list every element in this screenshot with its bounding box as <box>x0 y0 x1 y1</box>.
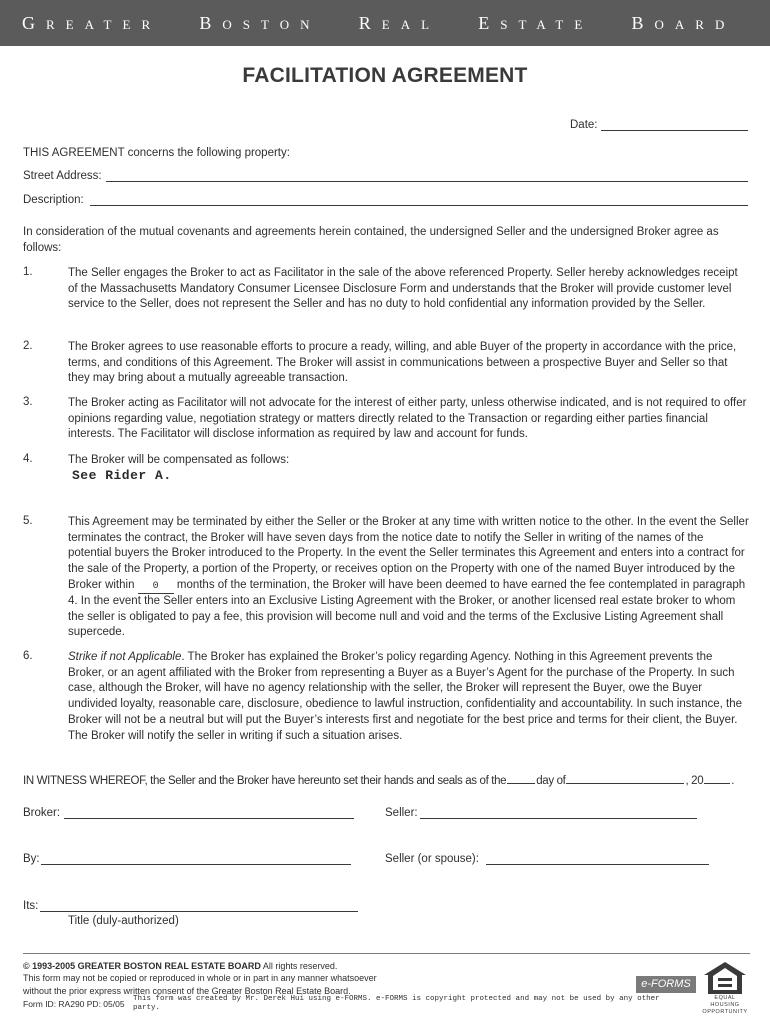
witness-part: day of <box>536 775 566 787</box>
banner-word: GREATER <box>22 13 162 33</box>
clause-text: The Broker agrees to use reasonable efforts to procure a ready, willing, and able Buyer of the property in accordance with the price, terms, and conditions of this Agreement. The Broker will assist in communications between a prospective Buyer and Seller so that they may bring about a mutually agreeable transaction. <box>68 341 737 385</box>
banner-word: BOSTON <box>199 13 321 33</box>
eforms-notice: This form was created by Mr. Derek Hui using e-FORMS. e-FORMS is copyright protected and may not be used by any other party. <box>133 995 660 1012</box>
equal-housing-icon <box>702 961 748 995</box>
seller-spouse-label: Seller (or spouse): <box>385 853 479 865</box>
strike-note: Strike if not Applicable <box>68 651 182 663</box>
clause-number: 1. <box>23 266 33 278</box>
its-label: Its: <box>23 900 39 912</box>
clause-text-part: This Agreement may be terminated by either the Seller or the Broker at any time with written notice to the other. In the event the Seller terminates the contract, the Broker will have seven days from the notice date to notify the Seller in writing of the names of the potential buyers the Broker introduced to the Property. In the event the Seller terminates this Agreement and enters into a contract for the sale of the Property, a portion of the Property, or receives option on the Property with one of the named Buyer introduced by the Broker within <box>68 516 749 591</box>
footer-divider <box>23 953 750 954</box>
clause-number: 3. <box>23 396 33 408</box>
date-field[interactable] <box>601 130 748 131</box>
clause-text: The Seller engages the Broker to act as Facilitator in the sale of the above referenced Property. Seller hereby acknowledges receipt of the Massachusetts Mandatory Consumer Licensee Disclosure Form and understands that the Broker will provide customer level service to the Seller, does not represent the Seller and has no duty to hold confidential any information provided by the Seller. <box>68 267 738 311</box>
month-field[interactable] <box>566 783 684 784</box>
street-address-field[interactable] <box>106 181 748 182</box>
copy-notice: This form may not be copied or reproduced in whole or in part in any manner whatsoever <box>23 973 377 983</box>
description-label: Description: <box>23 194 84 206</box>
equal-housing-text: EQUAL HOUSING OPPORTUNITY <box>702 995 748 1015</box>
date-label: Date: <box>570 119 598 131</box>
clause-text-part: months of the termination, the Broker will have been deemed to have earned the fee contemplated in paragraph 4. In the event the Seller enters into an Exclusive Listing Agreement with the Broker, or another licensed real estate broker to whom the seller is obligated to pay a fee, this provision will become null and void and the terms of the Exclusive Listing Agreement shall supercede. <box>68 578 746 639</box>
banner-word: ESTATE <box>478 13 594 33</box>
clause-text <box>68 515 750 641</box>
months-field[interactable]: 0 <box>138 581 174 594</box>
broker-label: Broker: <box>23 807 61 819</box>
by-signature-field[interactable] <box>41 864 351 865</box>
clause-number: 6. <box>23 650 33 662</box>
copyright-text <box>23 960 337 972</box>
clause-text: The Broker acting as Facilitator will not advocate for the interest of either party, unless otherwise indicated, and is not required to offer opinions regarding value, negotiation strategy or matters directly related to the Transaction or regarding either parties financial interests. The Facilitator will disclose information as required by law and account for funds. <box>68 397 747 441</box>
clause-text <box>68 650 750 744</box>
compensation-value[interactable]: See Rider A. <box>72 468 172 483</box>
header-banner <box>0 0 770 46</box>
witness-part: , 20 <box>685 775 704 787</box>
year-field[interactable] <box>704 783 730 784</box>
banner-word: REAL <box>358 13 441 33</box>
by-label: By: <box>23 853 40 865</box>
clause-number: 2. <box>23 340 33 352</box>
clause-number: 4. <box>23 453 33 465</box>
eforms-logo: e-FORMS <box>636 976 696 993</box>
day-field[interactable] <box>507 783 535 784</box>
description-field[interactable] <box>90 205 748 206</box>
seller-signature-field[interactable] <box>420 818 697 819</box>
clause-number: 5. <box>23 515 33 527</box>
clause-text-part: . The Broker has explained the Broker’s policy regarding Agency. Nothing in this Agreement prevents the Broker, or an agent affiliated with the Broker from representing a Buyer as a Buyer’s Agent for the purchase of the Property. In such case, although the Broker, will have no agency relationship with the seller, the Broker will represent the Buyer, owe the Buyer undivided loyalty, reasonable care, disclosure, obedience to lawful instruction, confidentiality and accountability. In such instance, the Broker will not be a neutral but will put the Buyer’s interests first and negotiate for the best price and terms for their client, the Buyer. The Broker will notify the seller in writing if such a situation arises. <box>68 651 742 742</box>
seller-spouse-signature-field[interactable] <box>486 864 709 865</box>
witness-part: IN WITNESS WHEREOF, the Seller and the Broker have hereunto set their hands and seals as of the <box>23 775 507 787</box>
witness-part: . <box>731 775 735 787</box>
document-title: FACILITATION AGREEMENT <box>242 64 528 87</box>
broker-signature-field[interactable] <box>64 818 354 819</box>
title-caption: Title (duly-authorized) <box>68 915 179 927</box>
copyright-bold: © 1993-2005 GREATER BOSTON REAL ESTATE BOARD <box>23 961 261 971</box>
form-id: Form ID: RA290 PD: 05/05 <box>23 999 125 1009</box>
clause-text: The Broker will be compensated as follows: <box>68 454 290 466</box>
its-field[interactable] <box>40 911 358 912</box>
witness-text <box>23 773 734 789</box>
consideration-text: In consideration of the mutual covenants and agreements herein contained, the undersigned Seller and the undersigned Broker agree as follows: <box>23 226 719 254</box>
copyright-rest: All rights reserved. <box>260 961 338 971</box>
street-address-label: Street Address: <box>23 170 102 182</box>
intro-text: THIS AGREEMENT concerns the following property: <box>23 147 290 159</box>
banner-word: BOARD <box>631 13 736 33</box>
consent-notice: without the prior express written consent of the Greater Boston Real Estate Board. <box>23 986 351 996</box>
seller-label: Seller: <box>385 807 418 819</box>
